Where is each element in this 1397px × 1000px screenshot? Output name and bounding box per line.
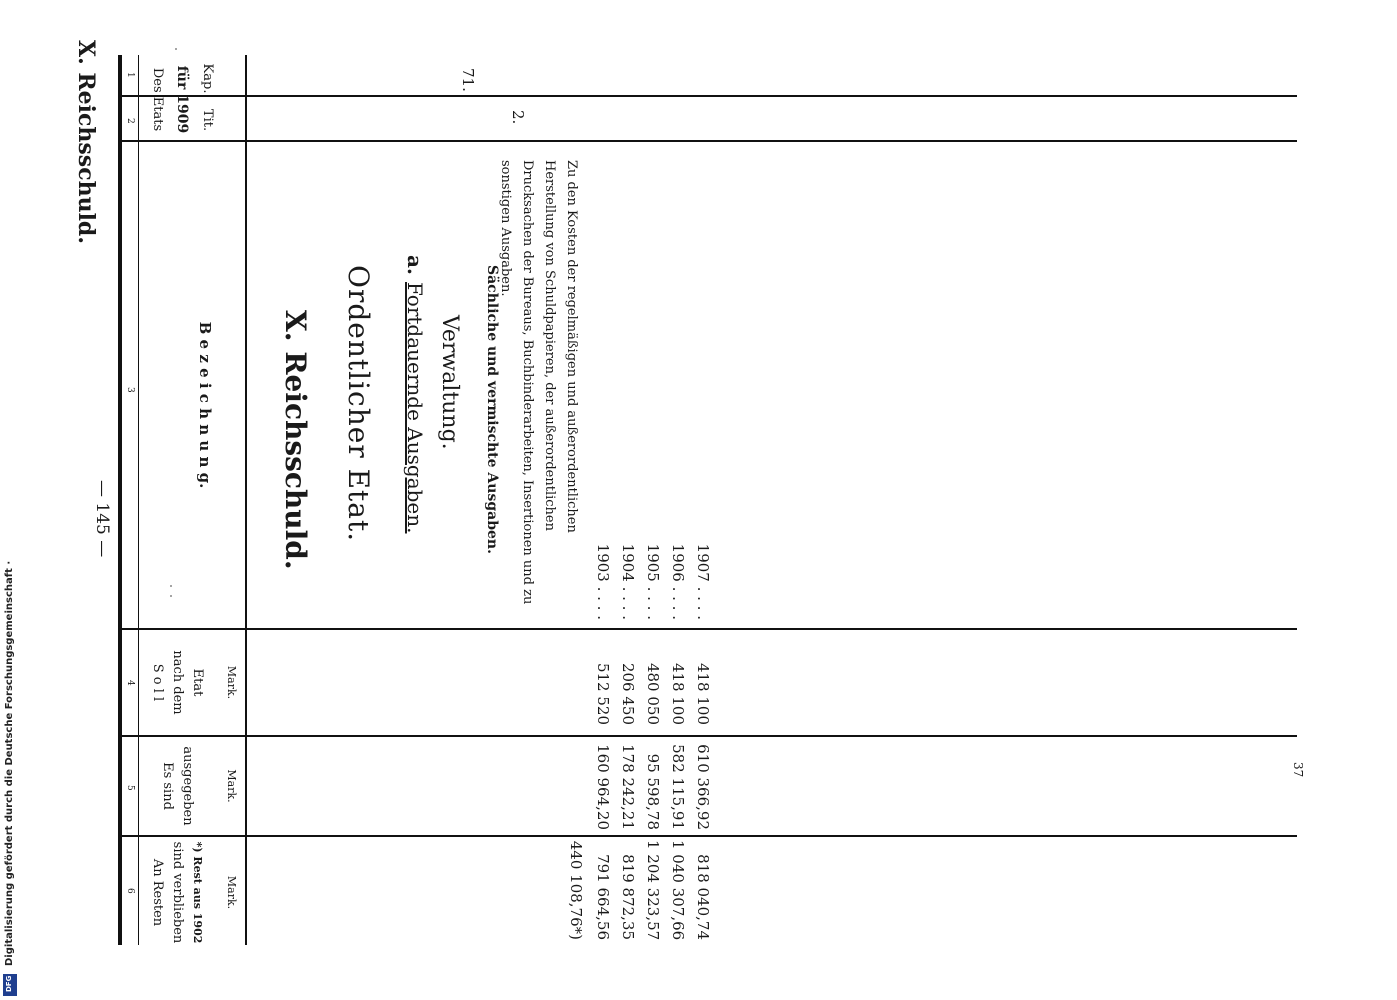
header-reste-line3: *) Rest aus 1902: [191, 841, 204, 944]
bezeichnung-soll-divider: [119, 628, 1297, 630]
header-bottom-rule: [245, 55, 247, 945]
soll-ausgegeben-divider: [119, 735, 1297, 737]
digitization-credit: [3, 560, 17, 996]
row-reste: 818 040,74: [694, 854, 712, 940]
scan-speck: [170, 595, 172, 597]
page-number: — 145 —: [92, 480, 112, 558]
col-num-5: 5: [125, 785, 135, 791]
running-head: X. Reichsschuld.: [73, 40, 99, 244]
header-bezeichnung: B e z e i c h n u n g.: [196, 321, 214, 489]
col-num-2: 2: [125, 118, 135, 124]
etat-title: Ordentlicher Etat.: [342, 265, 375, 543]
digitization-credit-text: Digitalisierung gefördert durch die Deutsche Forschungsgemeinschaft ·: [4, 560, 15, 966]
row-reste: 791 664,56: [594, 854, 612, 940]
row-reste: 1 040 307,66: [669, 840, 687, 941]
verwaltung-title: Verwaltung.: [437, 315, 462, 450]
col-num-4: 4: [125, 680, 135, 686]
header-ausgegeben-line2: ausgegeben: [180, 746, 195, 826]
tit-number: 2.: [509, 110, 527, 125]
row-reste-carry: 440 108,76*): [567, 840, 585, 940]
col-num-6: 6: [125, 888, 135, 894]
item-description: Zu den Kosten der regelmäßigen und außerordentlichen Herstellung von Schuldpapieren, der außerordentlichen Drucksachen der Bureaus, Buchbinderarbeiten, Insertionen und zu sonstigen Ausgaben.: [498, 160, 579, 605]
row-ausgegeben: 610 366,92: [694, 744, 712, 830]
scan-speck: [170, 585, 172, 587]
header-etat-line1: Des Etats: [150, 67, 165, 132]
ausgegeben-reste-divider: [119, 835, 1297, 837]
row-year: 1905 . . . .: [644, 543, 662, 620]
signature-mark: 37: [1291, 762, 1305, 778]
kap-tit-divider-top: [119, 95, 1297, 97]
header-kap: Kap.: [200, 63, 215, 94]
row-soll: 480 050: [644, 662, 662, 725]
header-soll-unit: Mark.: [225, 665, 238, 700]
dfg-logo-text: DFG: [5, 975, 13, 992]
table-top-rule: [118, 55, 122, 945]
header-reste-line1: An Resten: [150, 858, 165, 927]
ausgaben-title: Fortdauernde Ausgaben.: [403, 282, 427, 534]
dfg-logo: [3, 974, 17, 996]
row-year: 1903 . . . .: [594, 543, 612, 620]
row-soll: 418 100: [669, 662, 687, 725]
header-reste-line2: sind verblieben: [170, 841, 185, 944]
ausgaben-prefix: a.: [403, 255, 427, 275]
row-soll: 206 450: [619, 662, 637, 725]
row-year: 1904 . . . .: [619, 543, 637, 620]
chapter-title: X. Reichsschuld.: [279, 310, 312, 570]
row-year: 1907 . . . .: [694, 543, 712, 620]
header-soll-line3: Etat: [190, 668, 205, 697]
row-reste: 1 204 323,57: [644, 840, 662, 941]
header-etat-line2: für 1909: [174, 65, 190, 134]
header-tit: Tit.: [200, 108, 215, 132]
row-ausgegeben: 178 242,21: [619, 744, 637, 830]
subheading: Sächliche und vermischte Ausgaben.: [484, 265, 500, 554]
row-soll: 512 520: [594, 662, 612, 725]
col-num-3: 3: [125, 387, 135, 393]
header-ausgegeben-line1: Es sind: [160, 762, 175, 810]
scan-speck: [175, 48, 177, 50]
row-ausgegeben: 582 115,91: [669, 744, 687, 830]
row-year: 1906 . . . .: [669, 543, 687, 620]
row-reste: 819 872,35: [619, 854, 637, 940]
header-ausgegeben-unit: Mark.: [225, 769, 238, 803]
header-soll-line2: nach dem: [170, 650, 185, 715]
header-reste-unit: Mark.: [225, 875, 238, 910]
row-ausgegeben: 160 964,20: [594, 744, 612, 830]
row-soll: 418 100: [694, 662, 712, 725]
kap-number: 71.: [459, 68, 477, 92]
tit-bezeichnung-divider: [119, 140, 1297, 142]
header-soll-line1: S o l l: [150, 663, 165, 702]
column-number-rule: [138, 55, 139, 945]
row-ausgegeben: 95 598,78: [644, 753, 662, 830]
col-num-1: 1: [125, 72, 135, 78]
